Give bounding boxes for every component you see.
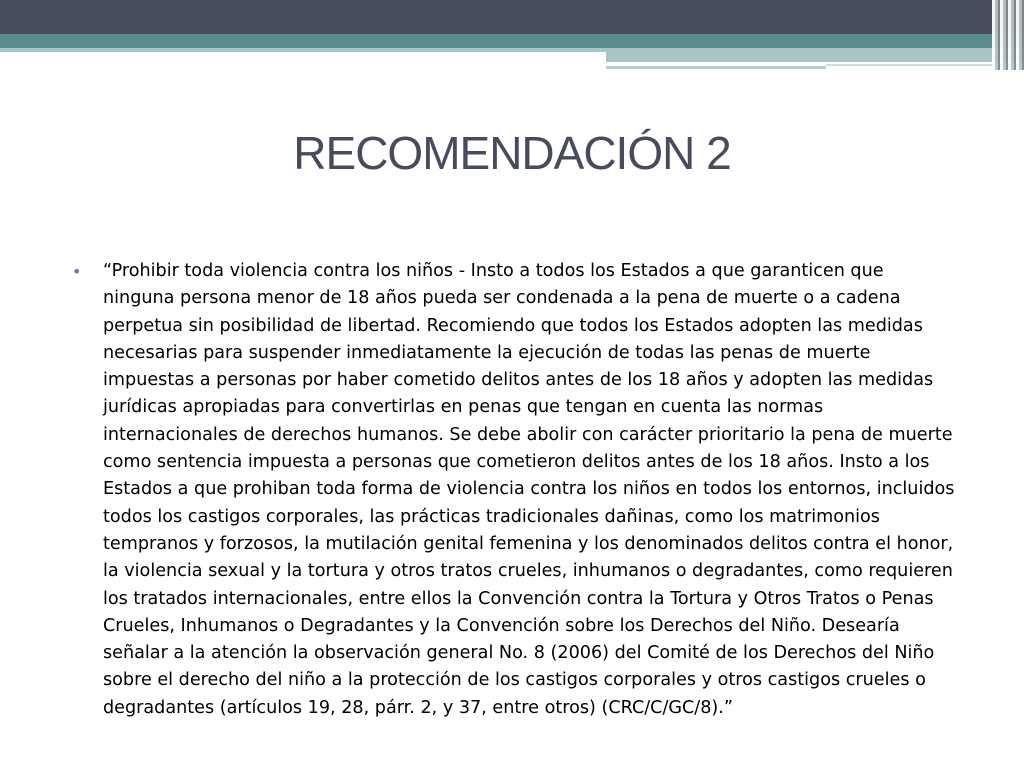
bullet-icon: • [72, 262, 82, 281]
header-stripes-decoration [992, 0, 1024, 70]
header-accent-bar [606, 52, 1024, 62]
header-accent-line [606, 66, 826, 69]
header-band-teal [0, 34, 1024, 48]
slide-body [70, 258, 960, 722]
bullet-item [70, 258, 960, 722]
bullet-text: “Prohibir toda violencia contra los niños - Insto a todos los Estados a que garanticen que ninguna persona menor de 18 años pueda ser condenada a la pena de muerte o a cadena perpetua sin posibilidad de libertad. Recomiendo que todos los Estados adopten las medidas necesarias para suspender inmediatamente la ejecución de todas las penas de muerte impuestas a personas por haber cometido delitos antes de los 18 años y adopten las medidas jurídicas apropiadas para convertirlas en penas que tengan en cuenta las normas internacionales de derechos humanos. Se debe abolir con carácter prioritario la pena de muerte como sentencia impuesta a personas que cometieron delitos antes de los 18 años. Insto a los Estados a que prohiban toda forma de violencia contra los niños en todos los entornos, incluidos todos los castigos corporales, las prácticas tradicionales dañinas, como los matrimonios tempranos y forzosos, la mutilación genital femenina y los denominados delitos contra el honor, la violencia sexual y la tortura y otros tratos crueles, inhumanos o degradantes, como requieren los tratados internacionales, entre ellos la Convención contra la Tortura y Otros Tratos o Penas Crueles, Inhumanos o Degradantes y la Convención sobre los Derechos del Niño. Desearía señalar a la atención la observación general No. 8 (2006) del Comité de los Derechos del Niño sobre el derecho del niño a la protección de los castigos corporales y otros castigos crueles o degradantes (artículos 19, 28, párr. 2, y 37, entre otros) (CRC/C/GC/8).” [103, 261, 955, 718]
header-band-dark [0, 0, 1024, 34]
slide-title: RECOMENDACIÓN 2 [293, 127, 731, 179]
